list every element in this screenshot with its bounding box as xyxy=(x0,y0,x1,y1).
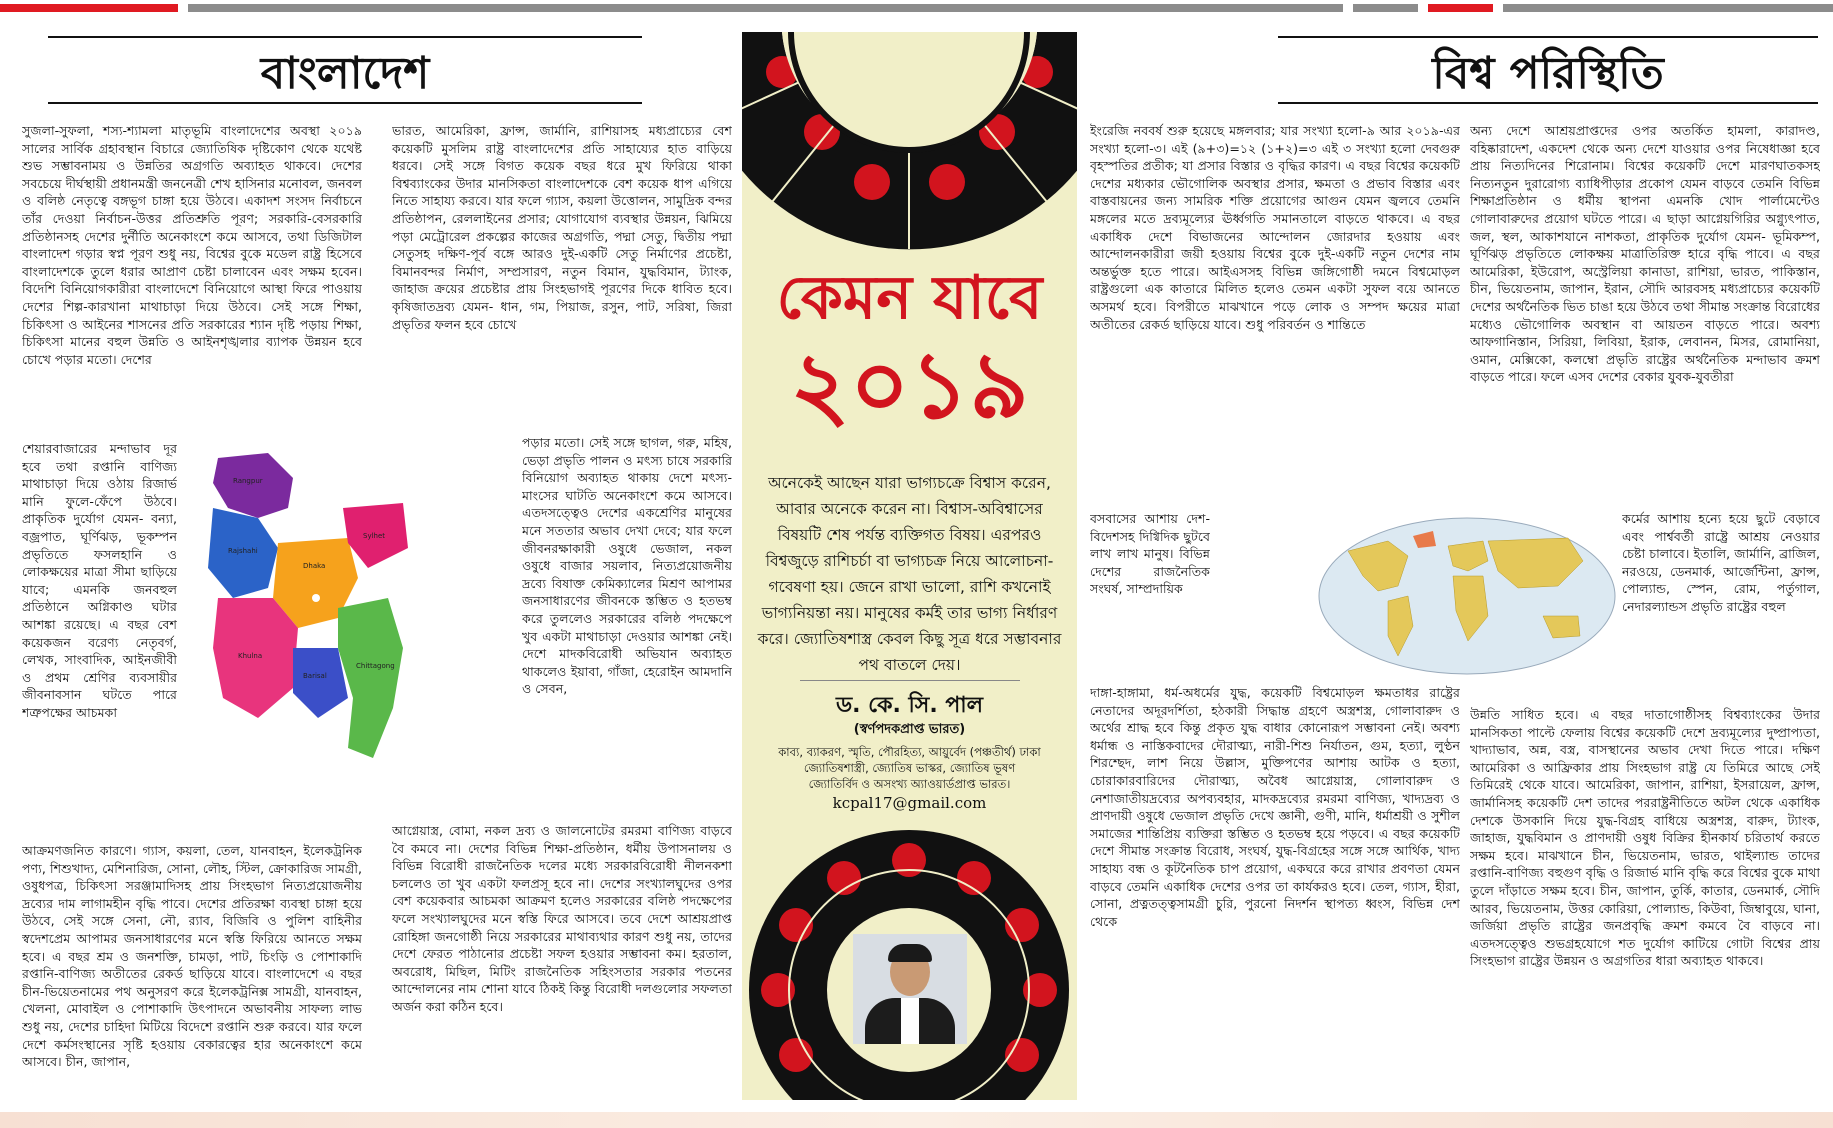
map-label-sylhet: Sylhet xyxy=(363,532,386,540)
right-title-rule-top xyxy=(1278,36,1818,38)
world-column-3-top: ইংরেজি নববর্ষ শুরু হয়েছে মঙ্গলবার; যার সংখ্যা হলো-৯ আর ২০১৯-এর সংখ্যা হলো-৩। এই (৯+৩)=১২ (১+২)=৩ এই ৩ সংখ্যা হলো দেবগুরু বৃহস্পতির প্রতীক; যা প্রসার বিস্তার ও বৃদ্ধির কারণ। এ বছর বিশ্বের কয়েকটি দেশের মধ্যকার ভৌগোলিক অবস্থার প্রসার, ক্ষমতা ও প্রভাব বিস্তার এবং বাস্তবায়নের জন্য সামরিক শক্তি প্রয়োগের আগুন যেমন জ্বলবে তেমনি মঙ্গলের মতে দ্রব্যমূল্যের ঊর্ধ্বগতি সমানতালে বাড়তে থাকবে। এ বছর একাধিক দেশে বিভাজনের আন্দোলন জোরদার হওয়ায় এবং আন্দোলনকারীরা জয়ী হওয়ায় বিশ্বের বুকে দুই-একটি নতুন দেশের নাম অন্তর্ভুক্ত হতে পারে। আইএসসহ বিভিন্ন জঙ্গিগোষ্ঠী দমনে বিশ্বমোড়ল রাষ্ট্রগুলো এক কাতারে মিলিত হলেও তেমন একটা সুফল বয়ে আনতে অসমর্থ হবে। বিপরীতে মাঝখানে পড়ে লোক ও সম্পদ ক্ষয়ের মাত্রা অতীতের রেকর্ড ছাড়িয়ে যাবে। শুধু পরিবর্তন ও শান্তিতে xyxy=(1090,123,1460,332)
author-photo-hair xyxy=(888,944,932,962)
author-email[interactable]: kcpal17@gmail.com xyxy=(832,794,987,812)
author-qualification-3: জ্যোতির্বিদ ও অসংখ্য অ্যাওয়ার্ডপ্রাপ্ত ভারত। xyxy=(808,777,1011,791)
headline-year: ২০১৯ xyxy=(789,332,1030,439)
map-label-rangpur: Rangpur xyxy=(233,477,263,485)
top-gray-bar-right-a xyxy=(1353,4,1418,12)
right-title-rule-bottom xyxy=(1278,102,1818,104)
world-column-3-bottom: দাঙ্গা-হাঙ্গামা, ধর্ম-অধর্মের যুদ্ধ, কয়েকটি বিশ্বমোড়ল ক্ষমতাধর রাষ্ট্রের নেতাদের অদূরদর্শিতা, হঠকারী সিদ্ধান্ত গ্রহণে অস্ত্রশস্ত্র, গোলাবারুদ ও অর্থের শ্রাদ্ধ হবে কিন্তু প্রকৃত যুদ্ধ বাধার কোনোরূপ সম্ভাবনা নেই। অবশ্য ধর্মান্ধ ও নাস্তিকবাদের দৌরাত্ম্য, নারী-শিশু নির্যাতন, গুম, হত্যা, লুণ্ঠন শিরশ্ছেদ, লাশ নিয়ে উল্লাস, মুক্তিপণের আশায় আটক ও হত্যা, চোরাকারবারিদের দৌরাত্ম্য, অবৈধ আগ্নেয়াস্ত্র, গোলাবারুদ ও নেশাজাতীয়দ্রব্যের অপব্যবহার, মাদকদ্রব্যের রমরমা বাণিজ্য, খাদ্যদ্রব্য ও প্রাণদায়ী ওষুধে ভেজাল প্রভৃতি দেখে জ্ঞানী, গুণী, মানি, ধর্মাশ্রয়ী ও সুশীল সমাজের শান্তিপ্রিয় ব্যক্তিরা স্তম্ভিত ও হতভম্ব হয়ে পড়বে। এ বছর কয়েকটি দেশে সীমান্ত সংক্রান্ত বিরোধ, সংঘর্ষ, যুদ্ধ-বিগ্রহের সঙ্গে সঙ্গে আর্থিক, খাদ্য সাহায্য বন্ধ ও কূটনৈতিক চাপ প্রয়োগ, একঘরে করে রাখার প্রবণতা যেমন বাড়বে তেমনি একাধিক দেশের ওপর তা কার্যকরও হবে। তেল, গ্যাস, হীরা, সোনা, প্রত্নতত্ত্বসামগ্রী চুরি, পুরনো নিদর্শন স্থাপত্য ধ্বংস, বিভিন্ন দেশ থেকে xyxy=(1090,685,1460,929)
bangladesh-map-icon xyxy=(198,448,413,766)
author-photo xyxy=(853,934,967,1044)
map-label-chittagong: Chittagong xyxy=(356,662,395,670)
left-title-rule-top xyxy=(48,36,642,38)
top-gray-bar-right-b xyxy=(1503,4,1833,12)
world-column-4-bottom: উন্নতি সাধিত হবে। এ বছর দাতাগোষ্ঠীসহ বিশ্বব্যাংকের উদার মানসিকতা পাল্টে ফেলায় বিশ্বের কয়েকটি দেশে দ্রব্যমূল্যের দুষ্প্রাপ্যতা, খাদ্যাভাব, অন্ন, বস্ত্র, বাসস্থানের অভাব দেখা দিতে পারে। দক্ষিণ আমেরিকা ও আফ্রিকার প্রায় সিংহভাগ রাষ্ট্র যে তিমিরে আছে সেই তিমিরেই থেকে যাবে। আমেরিকা, জাপান, রাশিয়া, ইসরায়েল, ফ্রান্স, জার্মানিসহ কয়েকটি দেশ তাদের পররাষ্ট্রনীতিতে অটল থেকে একাধিক দেশকে উসকানি দিয়ে যুদ্ধ-বিগ্রহ বাধিয়ে অস্ত্রশস্ত্র, বারুদ, ট্যাংক, জাহাজ, যুদ্ধবিমান ও প্রাণদায়ী ওষুধ বিক্রির হীনকার্য চরিতার্থ করতে সক্ষম হবে। মাঝখানে চীন, ভিয়েতনাম, ভারত, থাইল্যান্ড তাদের রপ্তানি-বাণিজ্য বহুগুণ বৃদ্ধি ও রিজার্ভ মানি বৃদ্ধি করে বিশ্বের বুকে মাথা তুলে দাঁড়াতে সক্ষম হবে। চীন, জাপান, তুর্কি, কাতার, ডেনমার্ক, সৌদি আরব, ভিয়েতনাম, উত্তর কোরিয়া, পোল্যান্ড, কিউবা, জিম্বাবুয়ে, ঘানা, জর্জিয়া প্রভৃতি রাষ্ট্রের জনপ্রবৃদ্ধি ক্রমশ কমবে বৈ বাড়বে না। এতদসত্ত্বেও শুভগ্রহযোগে শত দুর্যোগ কাটিয়ে গোটা বিশ্বের প্রায় সিংহভাগ রাষ্ট্রের উন্নয়ন ও অগ্রগতির ধারা অব্যাহত থাকবে। xyxy=(1470,707,1820,969)
top-red-bar-left xyxy=(0,4,178,12)
author-qualification-1: কাব্য, ব্যাকরণ, স্মৃতি, পৌরহিত্য, আয়ুর্বেদ (পঞ্চতীর্থ) ঢাকা xyxy=(778,745,1041,759)
author-name: ড. কে. সি. পাল xyxy=(835,693,984,718)
center-bottom-band xyxy=(0,1112,1833,1128)
author-divider-top xyxy=(800,680,1020,681)
world-column-3-narrow: বসবাসের আশায় দেশ-বিদেশসহ দিগ্বিদিক ছুটবে লাখ লাখ মানুষ। বিভিন্ন দেশের রাজনৈতিক সংঘর্ষ, সাম্প্রদায়িক xyxy=(1090,511,1210,597)
bd-column-2-top: ভারত, আমেরিকা, ফ্রান্স, জার্মানি, রাশিয়াসহ মধ্যপ্রাচ্যের বেশ কয়েকটি মুসলিম রাষ্ট্র বাংলাদেশের প্রতি সাহায্যের হাত বাড়িয়ে ধরবে। সেই সঙ্গে বিগত কয়েক বছর ধরে মুখ ফিরিয়ে থাকা বিশ্বব্যাংকের উদার মানসিকতা বাংলাদেশকে বেশ কয়েক ধাপ এগিয়ে নিতে সাহায্য করবে। যার ফলে গ্যাস, কয়লা উত্তোলন, সামুদ্রিক বন্দর প্রতিষ্ঠাপন, রেললাইনের প্রসার; যোগাযোগ ব্যবস্থার উন্নয়ন, ঝিমিয়ে পড়া মেট্রোরেল প্রকল্পের কাজের অগ্রগতি, পদ্মা সেতু, দ্বিতীয় পদ্মা সেতুসহ দক্ষিণ-পূর্ব বঙ্গে আরও দুই-একটি সেতু নির্মাণের প্রচেষ্টা, বিমানবন্দর নির্মাণ, সম্প্রসারণ, নতুন বিমান, যুদ্ধবিমান, ট্যাংক, জাহাজ ক্রয়ের প্রচেষ্টার প্রায় সিংহভাগই পূরণের দিকে ধাবিত হবে। কৃষিজাতদ্রব্য যেমন- ধান, গম, পিয়াজ, রসুন, পাট, সরিষা, জিরা প্রভৃতির ফলন হবে চোখে xyxy=(392,123,732,332)
top-gray-bar-left xyxy=(188,4,1343,12)
bd-column-2-narrow: পড়ার মতো। সেই সঙ্গে ছাগল, গরু, মহিষ, ভেড়া প্রভৃতি পালন ও মৎস্য চাষে সরকারি বিনিয়োগ অব্যাহত থাকায় দেশে মৎস্য-মাংসের ঘাটতি অনেকাংশে কমে আসবে। এতদসত্ত্বেও দেশের একশ্রেণির মানুষের মনে সততার অভাব দেখা দেবে; যার ফলে জীবনরক্ষাকারী ওষুধে ভেজাল, নকল ওষুধে বাজার সয়লাব, নিত্যপ্রয়োজনীয় দ্রব্যে বিষাক্ত কেমিক্যালের মিশ্রণ আপামর জনসাধারণের জীবনকে স্তম্ভিত ও হতভম্ব করে তুললেও সরকারের বলিষ্ঠ পদক্ষেপে খুব একটা মাথাচাড়া দেওয়ার আশঙ্কা নেই। দেশে মাদকবিরোধী অভিযান অব্যাহত থাকলেও ইয়াবা, গাঁজা, হেরোইন আমদানি ও সেবন, xyxy=(522,435,732,697)
headline-line-1: কেমন যাবে xyxy=(776,263,1043,333)
bd-column-2-bottom: আগ্নেয়াস্ত্র, বোমা, নকল দ্রব্য ও জালনোটের রমরমা বাণিজ্য বাড়বে বৈ কমবে না। দেশের বিভিন্ন শিক্ষা-প্রতিষ্ঠান, ধর্মীয় উপাসনালয় ও বিভিন্ন বিরোধী রাজনৈতিক দলের মধ্যে সরকারবিরোধী নীলনকশা চললেও তা খুব একটা ফলপ্রসূ হবে না। দেশের সংখ্যালঘুদের ওপর বেশ কয়েকবার আচমকা আক্রমণ হলেও সরকারের বলিষ্ঠ পদক্ষেপের ফলে সংখ্যালঘুদের মনে স্বস্তি ফিরে আসবে। তবে দেশে আশ্রয়প্রাপ্ত রোহিঙ্গা জনগোষ্ঠী নিয়ে সরকারের মাথাব্যথার কারণ শুধু নয়, তাদের দেশে ফেরত পাঠানোর প্রচেষ্টা সফল হওয়ার সম্ভাবনা কম। হরতাল, অবরোধ, মিছিল, মিটিং রাজনৈতিক সহিংসতার সরকার পতনের আন্দোলনের নাম শোনা যাবে ঠিকই কিন্তু বিরোধী দলগুলোর সফলতা অর্জন করা কঠিন হবে। xyxy=(392,823,732,1014)
bd-column-1-narrow: শেয়ারবাজারের মন্দাভাব দূর হবে তথা রপ্তানি বাণিজ্য মাথাচাড়া দিয়ে ওঠায় রিজার্ভ মানি ফুলে-ফেঁপে উঠবে। প্রাকৃতিক দুর্যোগ যেমন- বন্যা, বজ্রপাত, ঘূর্ণিঝড়, ভূকম্পন প্রভৃতিতে ফসলহানি ও লোকক্ষয়ের মাত্রা সীমা ছাড়িয়ে যাবে; এমনকি জনবহুল প্রতিষ্ঠানে অগ্নিকাণ্ড ঘটার আশঙ্কা রয়েছে। এ বছর বেশ কয়েকজন বরেণ্য নেতৃবর্গ, লেখক, সাংবাদিক, আইনজীবী ও প্রথম শ্রেণির ব্যবসায়ীর জীবনাবসান ঘটতে পারে শত্রুপক্ষের আচমকা xyxy=(22,441,177,720)
world-map-icon xyxy=(1318,516,1616,676)
world-column-4-narrow: কর্মের আশায় হন্যে হয়ে ছুটে বেড়াবে এবং পার্শ্ববর্তী রাষ্ট্রে আশ্রয় নেওয়ার চেষ্টা চালাবে। ইতালি, জার্মানি, ব্রাজিল, নরওয়ে, ডেনমার্ক, আর্জেন্টিনা, ফ্রান্স, পোল্যান্ড, স্পেন, রোম, পর্তুগাল, নেদারল্যান্ডস প্রভৃতি রাষ্ট্রের বহুল xyxy=(1622,511,1820,614)
author-photo-shirt xyxy=(901,998,919,1044)
zodiac-wheel-top-icon xyxy=(672,32,1147,262)
intro-paragraph: অনেকেই আছেন যারা ভাগ্যচক্রে বিশ্বাস করেন, আবার অনেকে করেন না। বিশ্বাস-অবিশ্বাসের বিষয়টি শেষ পর্যন্ত ব্যক্তিগত বিষয়। এরপরও বিশ্বজুড়ে রাশিচর্চা বা ভাগ্যচক্র নিয়ে আলোচনা-গবেষণা হয়। জেনে রাখা ভালো, রাশি কখনোই ভাগ্যনিয়ন্তা নয়। মানুষের কর্মই তার ভাগ্য নির্ধারণ করে। জ্যোতিষশাস্ত্র কেবল কিছু সূত্র ধরে সম্ভাবনার পথ বাতলে দেয়। xyxy=(757,474,1062,674)
map-label-dhaka: Dhaka xyxy=(303,562,326,570)
map-label-barisal: Barisal xyxy=(303,672,327,680)
left-title-rule-bottom xyxy=(48,102,642,104)
bd-column-1-top: সুজলা-সুফলা, শস্য-শ্যামলা মাতৃভূমি বাংলাদেশের অবস্থা ২০১৯ সালের সার্বিক গ্রহাবস্থান বিচারে জ্যোতিষিক দৃষ্টিকোণ থেকে যথেষ্ট শুভ সম্ভাবনাময় ও উন্নতির অগ্রগতি অব্যাহত থাকবে। দেশের সবচেয়ে দীর্ঘস্থায়ী প্রধানমন্ত্রী জননেত্রী শেখ হাসিনার মনোবল, জনবল ও বলিষ্ঠ নেতৃত্বে বঙ্গভূগ চাঙ্গা হয়ে উঠবে। একাদশ সংসদ নির্বাচনে তাঁর দেওয়া নির্বাচন-উত্তর প্রতিশ্রুতি পূরণ; সরকারি-বেসরকারি প্রতিষ্ঠানসহ দেশের দুর্নীতি অনেকাংশে কমে আসবে, তথা ডিজিটাল বাংলাদেশ গড়ার স্বপ্ন পূরণ শুধু নয়, বিশ্বের বুকে মডেল রাষ্ট্র হিসেবে বাংলাদেশকে তুলে ধরার আপ্রাণ চেষ্টা চালাবেন এবং সক্ষম হবেন। বিদেশি বিনিয়োগকারীরা বাংলাদেশে বিনিয়োগে আস্থা ফিরে পাওয়ায় দেশের শিল্প-কারখানা মাথাচাড়া দিয়ে উঠবে। সেই সঙ্গে শিক্ষা, চিকিৎসা ও আইনের শাসনের প্রতি সরকারের শ্যান দৃষ্টি পড়ায় শিক্ষা, চিকিৎসা মানের বহুল উন্নতি ও আইনশৃঙ্খলার ব্যাপক উন্নয়ন হবে চোখে পড়ার মতো। দেশের xyxy=(22,123,362,367)
map-label-khulna: Khulna xyxy=(238,652,263,660)
section-title-world: বিশ্ব পরিস্থিতি xyxy=(1432,48,1664,99)
top-red-bar-right xyxy=(1428,4,1493,12)
author-qualification-2: জ্যোতিষশাস্ত্রী, জ্যোতিষ ভাস্কর, জ্যোতিষ ভূষণ xyxy=(803,761,1016,775)
map-label-rajshahi: Rajshahi xyxy=(228,547,258,555)
section-title-bangladesh: বাংলাদেশ xyxy=(260,48,430,99)
world-column-4-top: অন্য দেশে আশ্রয়প্রাপ্তদের ওপর অতর্কিত হামলা, কারাদণ্ড, বহিষ্কারাদেশ, একদেশ থেকে অন্য দেশে যাওয়ার ওপর নিষেধাজ্ঞা হবে প্রায় নিত্যদিনের শিরোনাম। বিশ্বের কয়েকটি দেশে মারণঘাতকসহ নিত্যনতুন দুরারোগ্য ব্যাধিপীড়ার প্রকোপ যেমন বাড়বে তেমনি বিভিন্ন শিক্ষাপ্রতিষ্ঠান ও ধর্মীয় স্থাপনা এমনকি খোদ পার্লামেন্টেও গোলাবারুদের প্রয়োগ ঘটতে পারে। এ ছাড়া আগ্নেয়গিরির অগ্ন্যুৎপাত, জল, স্থল, আকাশযানে নাশকতা, প্রাকৃতিক দুর্যোগ যেমন- ভূমিকম্প, ঘূর্ণিঝড় প্রভৃতিতে লোকক্ষয় মাত্রাতিরিক্ত হারে বৃদ্ধি পাবে। এ বছর আমেরিকা, ইউরোপ, অস্ট্রেলিয়া কানাডা, রাশিয়া, ভারত, পাকিস্তান, চীন, ভিয়েতনাম, জাপান, ইরান, সৌদি আরবসহ মধ্যপ্রাচ্যের কয়েকটি দেশের অর্থনৈতিক ভিত চাঙা হয়ে উঠবে তথা সীমান্ত সংক্রান্ত বিরোধের মধ্যেও ভৌগোলিক অবস্থান বা আয়তন বাড়তে পারে। অবশ্য আফগানিস্তান, সিরিয়া, লিবিয়া, ইরাক, লেবানন, মিসর, রোমানিয়া, ওমান, মেক্সিকো, কলম্বো প্রভৃতি রাষ্ট্রের অর্থনৈতিক মন্দাভাব ক্রমশ বাড়তে পারে। ফলে এসব দেশের বেকার যুবক-যুবতীরা xyxy=(1470,123,1820,385)
bd-column-1-bottom: আক্রমণজনিত কারণে। গ্যাস, কয়লা, তেল, যানবাহন, ইলেকট্রনিক পণ্য, শিশুখাদ্য, মেশিনারিজ, সোনা, লৌহ, স্টিল, ক্রোকারিজ সামগ্রী, ওষুধপত্র, চিকিৎসা সরঞ্জামাদিসহ প্রায় সিংহভাগ নিত্যপ্রয়োজনীয় দ্রব্যের দাম লাগামহীন বৃদ্ধি পাবে। দেশের প্রতিরক্ষা ব্যবস্থা চাঙ্গা হয়ে উঠবে, সেই সঙ্গে সেনা, নৌ, র‌্যাব, বিজিবি ও পুলিশ বাহিনীর স্বদেশপ্রেম আপামর জনসাধারণের মনে স্বস্তি ফিরিয়ে আনতে সক্ষম হবে। এ বছর শ্রম ও জনশক্তি, চামড়া, পাট, চিংড়ি ও পোশাকাদি রপ্তানি-বাণিজ্য অতীতের রেকর্ড ছাড়িয়ে যাবে। বাংলাদেশে এ বছর চীন-ভিয়েতনামের পথ অনুসরণ করে ইলেকট্রনিক্স সামগ্রী, যানবাহন, খেলনা, মোবাইল ও পোশাকাদি উৎপাদনে অভাবনীয় সাফল্য লাভ শুধু নয়, দেশের চাহিদা মিটিয়ে বিদেশে রপ্তানি শুরু করবে। যার ফলে দেশে কর্মসংস্থানের সৃষ্টি হওয়ায় বেকারত্বের হার অনেকাংশে কমে আসবে। চীন, জাপান, xyxy=(22,843,362,1070)
author-note: (স্বর্ণপদকপ্রাপ্ত ভারত) xyxy=(853,722,966,737)
